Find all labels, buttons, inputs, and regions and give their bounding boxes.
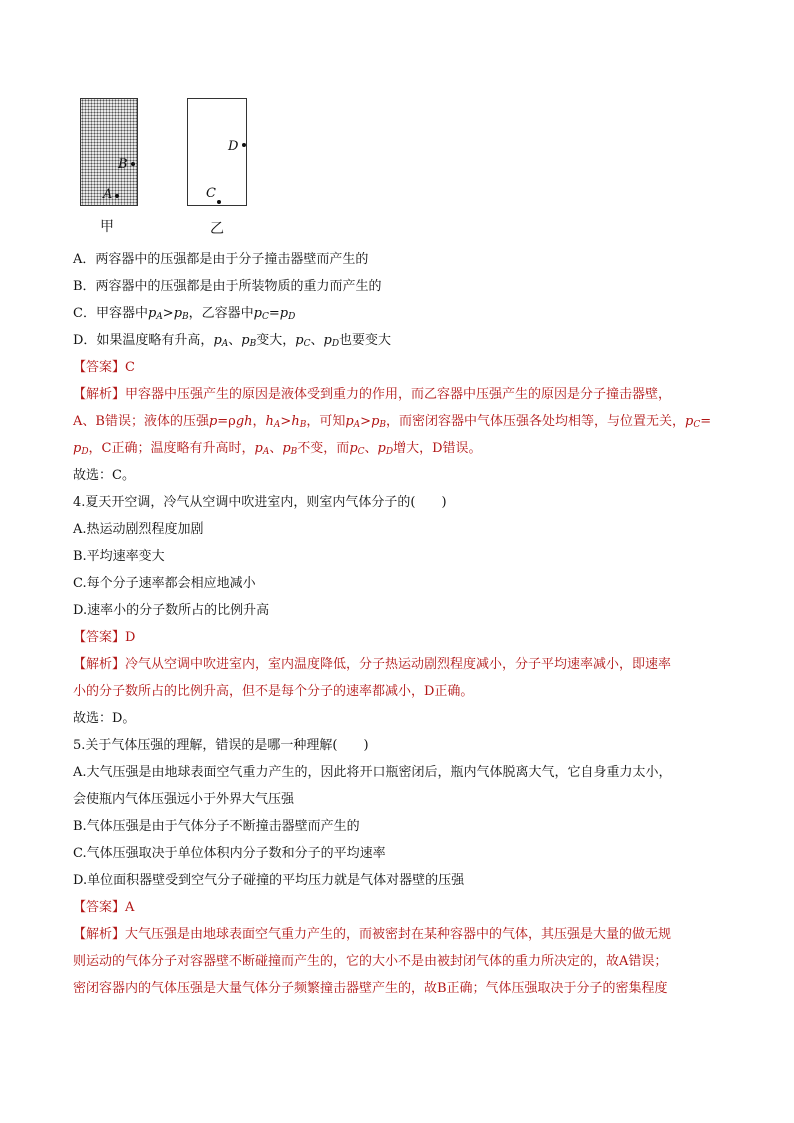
q3-conclusion: 故选：C。	[73, 468, 135, 483]
container-figure	[70, 92, 270, 242]
q4-analysis-line2: 小的分子数所占的比例升高，但不是每个分子的速率都减小，D正确。	[73, 684, 474, 699]
q3-option-d: D．如果温度略有升高，$p_A$、$p_B$变大，$p_C$、$p_D$也要变大	[73, 333, 392, 349]
q5-option-a: A.大气压强是由地球表面空气重力产生的，因此将开口瓶密闭后，瓶内气体脱离大气，它自身重力太小，	[73, 765, 672, 780]
q4-option-a: A.热运动剧烈程度加剧	[73, 522, 204, 537]
q4-option-b: B.平均速率变大	[73, 549, 165, 564]
q3-option-c: C．甲容器中$p_A>p_B$，乙容器中$p_C=p_D$	[73, 306, 296, 322]
q5-option-d: D.单位面积器壁受到空气分子碰撞的平均压力就是气体对器壁的压强	[73, 873, 465, 888]
point-a-label: A	[103, 187, 113, 202]
caption-yi: 乙	[210, 221, 224, 237]
q4-option-d: D.速率小的分子数所占的比例升高	[73, 603, 270, 618]
point-c-dot	[217, 200, 221, 204]
point-b-dot	[131, 162, 135, 166]
q5-analysis-line2: 则运动的气体分子对容器壁不断碰撞而产生的，它的大小不是由被封闭气体的重力所决定的，故A错误；	[73, 954, 668, 969]
q5-analysis: 【解析】大气压强是由地球表面空气重力产生的，而被密封在某种容器中的气体，其压强是大量的做无规	[73, 927, 672, 942]
q4-conclusion: 故选：D。	[73, 711, 136, 726]
q4-analysis: 【解析】冷气从空调中吹进室内，室内温度降低，分子热运动剧烈程度减小，分子平均速率减小，即速率	[73, 657, 672, 672]
q5-stem: 5.关于气体压强的理解，错误的是哪一种理解( )	[73, 738, 369, 753]
q3-option-b: B．两容器中的压强都是由于所装物质的重力而产生的	[73, 279, 382, 294]
q5-option-b: B.气体压强是由于气体分子不断撞击器壁而产生的	[73, 819, 360, 834]
q3-answer: 【答案】C	[73, 360, 135, 375]
point-d-dot	[242, 143, 246, 147]
point-c-label: C	[206, 186, 216, 201]
point-d-label: D	[228, 139, 239, 154]
q3-analysis-line2: A、B错误；液体的压强p=ρgh，$h_A>h_B$，可知$p_A>p_B$，而密闭容器中气体压强各处均相等，与位置无关，$p_C=$	[73, 414, 712, 430]
q4-option-c: C.每个分子速率都会相应地减小	[73, 576, 256, 591]
q5-option-c: C.气体压强取决于单位体积内分子数和分子的平均速率	[73, 846, 386, 861]
point-b-label: B	[118, 157, 128, 172]
q3-analysis: 【解析】甲容器中压强产生的原因是液体受到重力的作用，而乙容器中压强产生的原因是分子撞击器壁，	[73, 387, 672, 402]
document-body	[73, 246, 733, 1002]
caption-jia: 甲	[100, 219, 114, 235]
q3-analysis-line3: $p_D$，C正确；温度略有升高时，$p_A$、$p_B$不变，而$p_C$、$p_D$增大，D错误。	[73, 441, 482, 457]
q5-option-a-cont: 会使瓶内气体压强远小于外界大气压强	[73, 792, 295, 807]
q4-answer: 【答案】D	[73, 630, 136, 645]
q4-stem: 4.夏天开空调，冷气从空调中吹进室内，则室内气体分子的( )	[73, 495, 447, 510]
q5-analysis-line3: 密闭容器内的气体压强是大量气体分子频繁撞击器壁产生的，故B正确；气体压强取决于分子的密集程度	[73, 981, 668, 996]
point-a-dot	[115, 194, 119, 198]
q5-answer: 【答案】A	[73, 900, 135, 915]
q3-option-a: A．两容器中的压强都是由于分子撞击器壁而产生的	[73, 252, 369, 267]
